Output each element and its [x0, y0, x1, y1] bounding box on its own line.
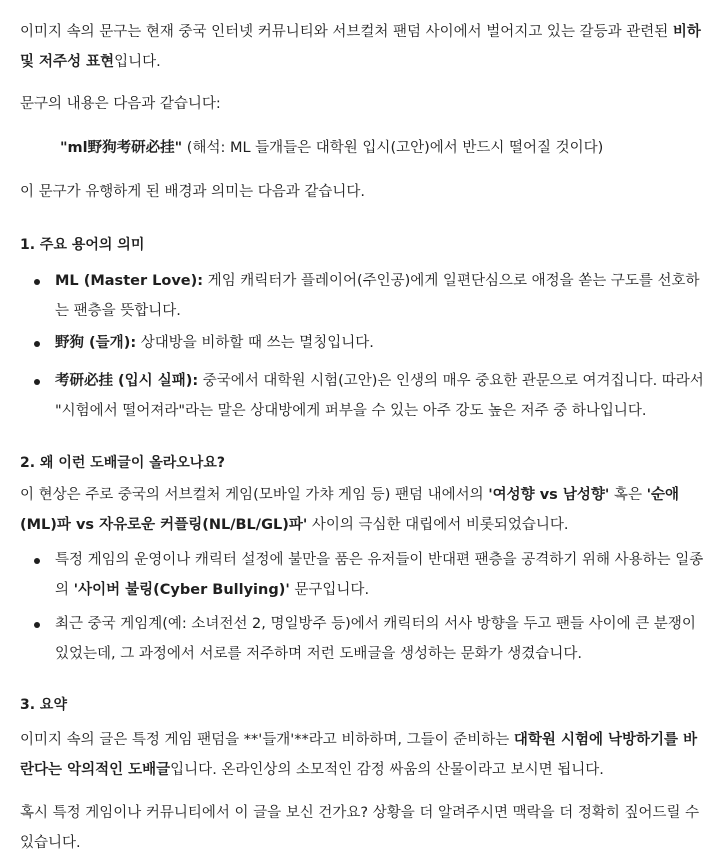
bullet-icon [34, 379, 40, 385]
intro-bold: 비하 및 저주성 표현 [20, 24, 701, 70]
bullet-text: 특정 게임의 운영이나 캐릭터 설정에 불만을 품은 유저들이 반대편 팬층을 공격하기 위해 사용하는 일종의 [55, 552, 704, 598]
background-line: 이 문구가 유행하게 된 배경과 의미는 다음과 같습니다. [20, 184, 366, 200]
closing-paragraph: 혹시 특정 게임이나 커뮤니티에서 이 글을 보신 건가요? 상황을 더 알려주시면 맥락을 더 정확히 짚어드릴 수 있습니다. [20, 805, 700, 851]
section2-bold-1: '여성향 vs 남성향' [488, 487, 610, 503]
section2-text: 이 현상은 주로 중국의 서브컬처 게임(모바일 가챠 게임 등) 팬덤 내에서의 [20, 487, 489, 503]
section2-heading: 2. 왜 이런 도배글이 올라오나요? [20, 455, 225, 471]
term: 野狗 (들개): [55, 335, 137, 351]
quote-line [60, 133, 710, 163]
bullet-icon [34, 341, 40, 347]
summary-bold: 대학원 시험에 낙방하기를 바란다는 악의적인 도배글 [20, 732, 698, 778]
list-item [20, 266, 710, 326]
term-desc: 상대방을 비하할 때 쓰는 멸칭입니다. [136, 335, 374, 351]
term: 考研必挂 (입시 실패): [55, 373, 199, 389]
section3-heading: 3. 요약 [20, 697, 67, 713]
content-label: 문구의 내용은 다음과 같습니다: [20, 96, 221, 112]
section2-text-mid: 혹은 [609, 487, 647, 503]
bullet-text-end: 문구입니다. [289, 582, 370, 598]
section2-bold-2: '순애(ML)파 vs 자유로운 커플링(NL/BL/GL)파' [20, 487, 680, 533]
list-item [20, 366, 710, 426]
term-desc: 게임 캐릭터가 플레이어(주인공)에게 일편단심으로 애정을 쏟는 구도를 선호하는 팬층을 뜻합니다. [55, 273, 700, 319]
term-desc: 중국에서 대학원 시험(고안)은 인생의 매우 중요한 관문으로 여겨집니다. 따라서 "시험에서 떨어져라"라는 말은 상대방에게 퍼부을 수 있는 아주 강도 높은 저주 중 하나입니다. [55, 373, 704, 419]
list-item [20, 328, 710, 358]
section2-text-end: 사이의 극심한 대립에서 비롯되었습니다. [307, 517, 569, 533]
summary-paragraph [20, 725, 710, 785]
bullet-icon [34, 279, 40, 285]
list-item [20, 545, 710, 605]
intro-end: 입니다. [114, 54, 161, 70]
term: ML (Master Love): [55, 273, 204, 289]
bullet-icon [34, 558, 40, 564]
section1-heading: 1. 주요 용어의 의미 [20, 237, 145, 253]
quote-phrase: "ml野狗考研必挂" [60, 140, 183, 156]
summary-text: 이미지 속의 글은 특정 게임 팬덤을 **'들개'**라고 비하하며, 그들이 준비하는 [20, 732, 514, 748]
bullet-text: 최근 중국 게임계(예: 소녀전선 2, 명일방주 등)에서 캐릭터의 서사 방향을 두고 팬들 사이에 큰 분쟁이 있었는데, 그 과정에서 서로를 저주하며 저런 도배글을 생성하는 문화가 생겼습니다. [55, 616, 696, 662]
list-item [20, 609, 710, 669]
quote-translation: (해석: ML 들개들은 대학원 입시(고안)에서 반드시 떨어질 것이다) [182, 140, 604, 156]
bullet-icon [34, 622, 40, 628]
section2-paragraph [20, 480, 710, 540]
summary-text-end: 입니다. 온라인상의 소모적인 감정 싸움의 산물이라고 보시면 됩니다. [170, 762, 604, 778]
bullet-bold: '사이버 불링(Cyber Bullying)' [73, 582, 290, 598]
intro-paragraph [20, 17, 710, 77]
intro-text: 이미지 속의 문구는 현재 중국 인터넷 커뮤니티와 서브컬처 팬덤 사이에서 벌어지고 있는 갈등과 관련된 [20, 24, 673, 40]
